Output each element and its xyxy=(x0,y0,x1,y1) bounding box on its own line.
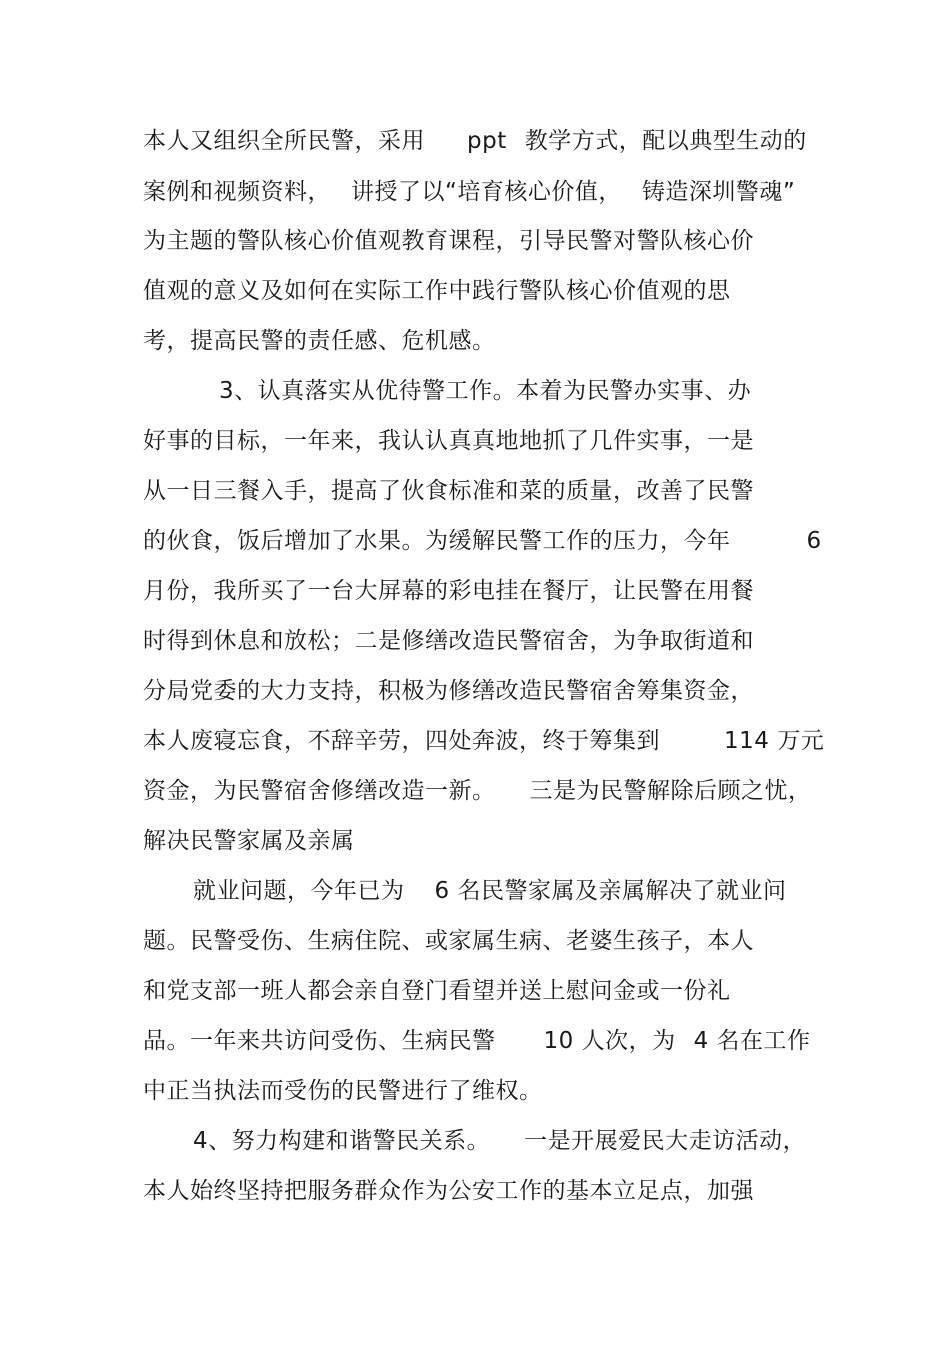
text-line xyxy=(143,724,824,758)
text-segment: 114 万元 xyxy=(724,728,825,754)
text-segment: 考，提高民警的责任感、危机感。 xyxy=(143,328,496,354)
text-segment: 6 xyxy=(806,528,822,554)
text-line xyxy=(143,1074,543,1108)
text-segment: 就业问题，今年已为 xyxy=(193,878,405,904)
text-line xyxy=(143,674,754,708)
text-segment: ppt xyxy=(467,128,507,154)
text-line xyxy=(143,224,754,258)
text-segment: 铸造深圳警魂” xyxy=(641,179,796,205)
text-segment: 三是为民警解除后顾之忧， xyxy=(529,778,812,804)
text-line xyxy=(143,474,754,508)
text-segment: 本人又组织全所民警，采用 xyxy=(143,128,425,154)
text-line xyxy=(143,274,731,308)
text-segment: 资金，为民警宿舍修缮改造一新。 xyxy=(143,778,496,804)
text-line xyxy=(143,824,355,858)
text-segment: 和党支部一班人都会亲自登门看望并送上慰问金或一份礼 xyxy=(143,978,731,1004)
text-segment: 案例和视频资料， xyxy=(143,179,331,205)
paragraph-heading xyxy=(219,374,751,408)
text-segment: 本人废寝忘食，不辞辛劳，四处奔波，终于筹集到 xyxy=(143,728,660,754)
text-line xyxy=(143,524,822,558)
text-line xyxy=(143,424,754,458)
text-segment: 教学方式，配以典型生动的 xyxy=(524,128,807,154)
paragraph-start xyxy=(193,874,786,908)
text-line xyxy=(143,924,754,958)
text-segment: 4、努力构建和谐警民关系。 xyxy=(193,1128,491,1154)
text-line xyxy=(143,1024,811,1058)
text-segment: 3、认真落实从优待警工作。本着为民警办实事、办 xyxy=(219,378,752,404)
text-segment: 题。民警受伤、生病住院、或家属生病、老婆生孩子，本人 xyxy=(143,928,754,954)
text-segment: 讲授了以“培育核心价值， xyxy=(351,179,622,205)
text-segment: 时得到休息和放松；二是修缮改造民警宿舍，为争取街道和 xyxy=(143,628,754,654)
text-line xyxy=(143,574,754,608)
text-segment: 从一日三餐入手，提高了伙食标准和菜的质量，改善了民警 xyxy=(143,478,754,504)
text-segment: 中正当执法而受伤的民警进行了维权。 xyxy=(143,1078,543,1104)
text-line xyxy=(143,324,496,358)
text-line xyxy=(143,124,807,158)
text-segment: 品。一年来共访问受伤、生病民警 xyxy=(143,1028,496,1054)
text-segment: 的伙食，饭后增加了水果。为缓解民警工作的压力，今年 xyxy=(143,528,731,554)
text-segment: 一是开展爱民大走访活动， xyxy=(524,1128,807,1154)
paragraph-heading xyxy=(193,1124,806,1158)
text-line xyxy=(143,974,731,1008)
text-segment: 值观的意义及如何在实际工作中践行警队核心价值观的思 xyxy=(143,278,731,304)
text-line xyxy=(143,1174,754,1208)
text-segment: 月份，我所买了一台大屏幕的彩电挂在餐厅，让民警在用餐 xyxy=(143,578,754,604)
text-segment: 分局党委的大力支持，积极为修缮改造民警宿舍筹集资金， xyxy=(143,678,754,704)
text-segment: 10 人次，为 xyxy=(543,1028,676,1054)
text-segment: 好事的目标，一年来，我认认真真地地抓了几件实事，一是 xyxy=(143,428,754,454)
text-line xyxy=(143,624,754,658)
text-segment: 6 名民警家属及亲属解决了就业问 xyxy=(434,878,787,904)
text-segment: 本人始终坚持把服务群众作为公安工作的基本立足点，加强 xyxy=(143,1178,754,1204)
text-line xyxy=(143,774,812,808)
text-segment: 4 名在工作 xyxy=(693,1028,811,1054)
text-line xyxy=(143,175,795,209)
text-segment: 为主题的警队核心价值观教育课程，引导民警对警队核心价 xyxy=(143,228,754,254)
text-segment: 解决民警家属及亲属 xyxy=(143,828,355,854)
